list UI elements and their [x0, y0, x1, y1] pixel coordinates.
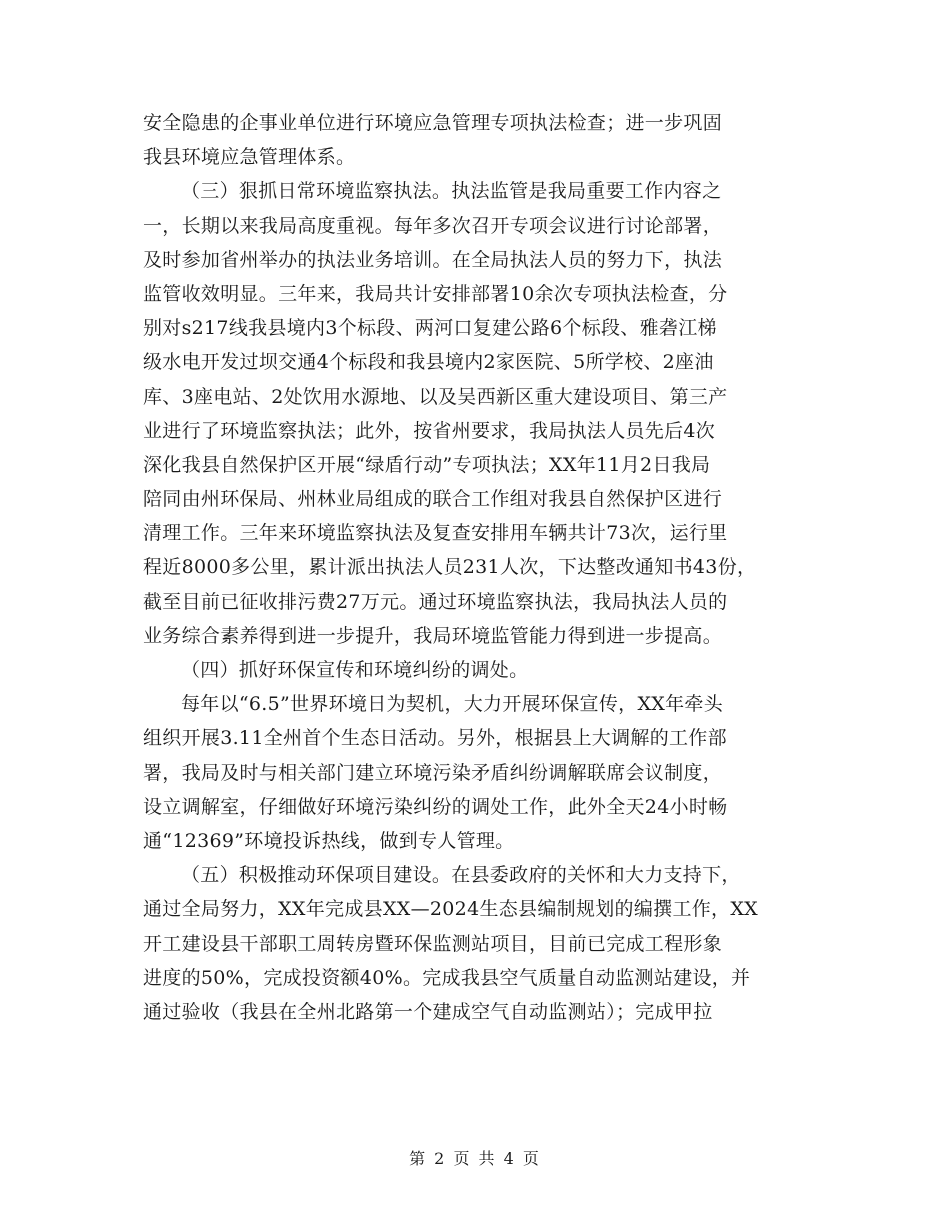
text-line: 深化我县自然保护区开展“绿盾行动”专项执法；XX年11月2日我局 [143, 453, 711, 476]
text-line: 安全隐患的企事业单位进行环境应急管理专项执法检查；进一步巩固 [143, 112, 723, 134]
text-line: 通过验收（我县在全州北路第一个建成空气自动监测站）；完成甲拉 [143, 1000, 713, 1023]
text-line: 我县环境应急管理体系。 [143, 146, 356, 169]
text-line: 通过全局努力，XX年完成县XX—2024生态县编制规划的编撰工作，XX [143, 898, 759, 921]
text-line: 库、3座电站、2处饮用水源地、以及吴西新区重大建设项目、第三产 [143, 385, 728, 408]
text-line: 程近8000多公里，累计派出执法人员231人次，下达整改通知书43份， [143, 556, 757, 579]
text-line: 业进行了环境监察执法；此外，按省州要求，我局执法人员先后4次 [143, 419, 716, 442]
text-line: 清理工作。三年来环境监察执法及复查安排用车辆共计73次，运行里 [143, 522, 728, 545]
page-footer: 第 2 页 共 4 页 [409, 1149, 541, 1168]
text-line: 设立调解室，仔细做好环境污染纠纷的调处工作，此外全天24小时畅 [143, 795, 728, 818]
text-line: 陪同由州环保局、州林业局组成的联合工作组对我县自然保护区进行 [143, 488, 723, 511]
text-line: 监管收效明显。三年来，我局共计安排部署10余次专项执法检查，分 [143, 282, 728, 305]
body-text [143, 106, 813, 1029]
text-line: 开工建设县干部职工周转房暨环保监测站项目，目前已完成工程形象 [143, 932, 723, 955]
text-line: 级水电开发过坝交通4个标段和我县境内2家医院、5所学校、2座油 [143, 351, 714, 374]
text-line: 截至目前已征收排污费27万元。通过环境监察执法，我局执法人员的 [143, 590, 728, 613]
text-line: （五）积极推动环保项目建设。在县委政府的关怀和大力支持下， [181, 864, 741, 887]
text-line: 组织开展3.11全州首个生态日活动。另外，根据县上大调解的工作部 [143, 727, 727, 750]
text-line: 署，我局及时与相关部门建立环境污染矛盾纠纷调解联席会议制度， [143, 761, 723, 784]
text-line: 业务综合素养得到进一步提升，我局环境监管能力得到进一步提高。 [143, 624, 723, 647]
text-line: 别对s217线我县境内3个标段、两河口复建公路6个标段、雅砻江梯 [143, 317, 717, 340]
text-line: 每年以“6.5”世界环境日为契机，大力开展环保宣传，XX年牵头 [181, 693, 723, 716]
text-line: 进度的50%，完成投资额40%。完成我县空气质量自动监测站建设，并 [143, 966, 751, 989]
text-line: 及时参加省州举办的执法业务培训。在全局执法人员的努力下，执法 [143, 248, 723, 271]
text-line: （四）抓好环保宣传和环境纠纷的调处。 [181, 659, 529, 681]
text-line: （三）狠抓日常环境监察执法。执法监管是我局重要工作内容之 [181, 180, 722, 203]
text-line: 一，长期以来我局高度重视。每年多次召开专项会议进行讨论部署， [143, 214, 723, 237]
text-line: 通“12369”环境投诉热线，做到专人管理。 [143, 829, 515, 852]
